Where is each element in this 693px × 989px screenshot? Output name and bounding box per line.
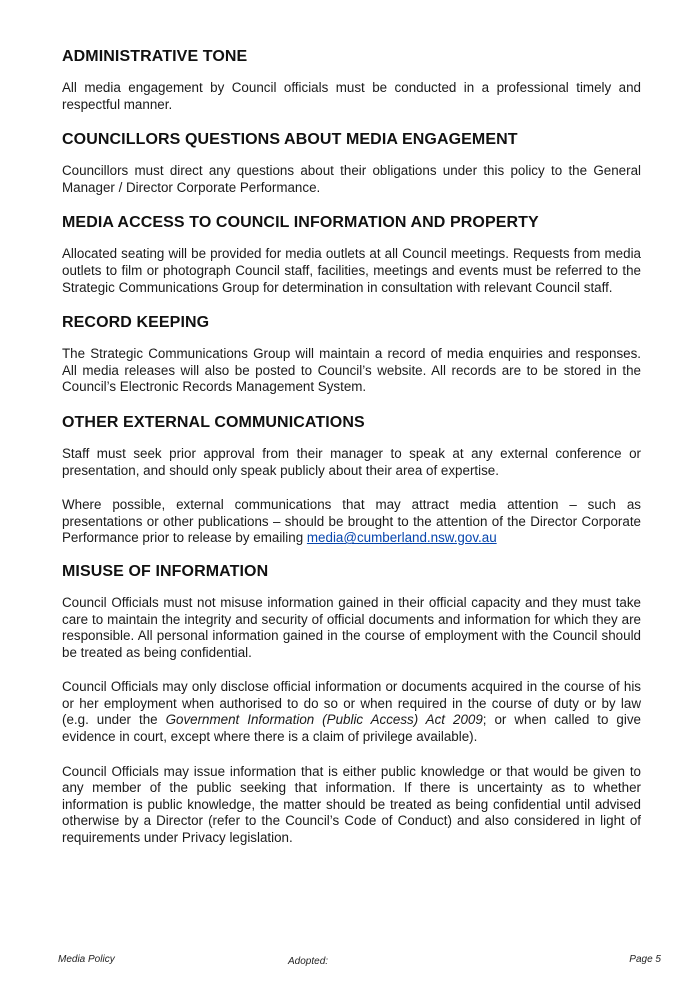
- paragraph: [62, 679, 641, 745]
- email-link[interactable]: media@cumberland.nsw.gov.au: [306, 530, 497, 546]
- document-body: [62, 46, 641, 847]
- section-heading: RECORD KEEPING: [62, 314, 210, 332]
- footer-document-title: Media Policy: [58, 954, 115, 965]
- paragraph: The Strategic Communications Group will maintain a record of media enquiries and responses. All media releases will also be posted to Council’s website. All records are to be stored in the Council’s Electronic Records Management System.: [62, 346, 641, 395]
- paragraph-text: Where possible, external communications that may attract media attention – such as presentations or other publications – should be brought to the attention of the Director Corporate Performance prior to release by emailing: [62, 497, 641, 546]
- page-footer: [58, 954, 661, 968]
- section-media-access: [62, 212, 641, 296]
- footer-adopted: Adopted:: [288, 956, 329, 967]
- section-heading: OTHER EXTERNAL COMMUNICATIONS: [62, 413, 365, 431]
- section-misuse-of-information: [62, 561, 641, 847]
- paragraph: [62, 497, 641, 547]
- section-heading: ADMINISTRATIVE TONE: [62, 48, 248, 65]
- paragraph-text: Council Officials may only disclose official information or documents acquired in the course of his or her employment when authorised to do so or when required in the course of duty or by law (e.g. under the: [62, 679, 641, 728]
- paragraph: Council Officials may issue information that is either public knowledge or that would be given to any member of the public seeking that information. If there is uncertainty as to whether information is public knowledge, the matter should be treated as being confidential until advised otherwise by a Director (refer to the Council’s Code of Conduct) and also considered in light of requirements under Privacy legislation.: [62, 763, 641, 846]
- section-administrative-tone: [62, 46, 641, 113]
- section-heading: MISUSE OF INFORMATION: [62, 562, 269, 580]
- paragraph-text: ; or when called to give evidence in court, except where there is a claim of privilege available).: [62, 712, 642, 745]
- paragraph: Allocated seating will be provided for media outlets at all Council meetings. Requests from media outlets to film or photograph Council staff, facilities, meetings and events must be referred to the Strategic Communications Group for determination in consultation with relevant Council staff.: [62, 246, 641, 295]
- footer-page-number: Page 5: [629, 954, 661, 965]
- section-heading: MEDIA ACCESS TO COUNCIL INFORMATION AND PROPERTY: [62, 214, 539, 232]
- paragraph: Council Officials must not misuse information gained in their official capacity and they must take care to maintain the integrity and security of official documents and information for which they are responsible. All personal information gained in the course of employment with the Council should be treated as being confidential.: [62, 594, 641, 660]
- section-heading: COUNCILLORS QUESTIONS ABOUT MEDIA ENGAGEMENT: [62, 131, 518, 149]
- paragraph: Staff must seek prior approval from their manager to speak at any external conference or presentation, and should only speak publicly about their area of expertise.: [62, 445, 641, 478]
- section-councillors-questions: [62, 129, 641, 196]
- section-record-keeping: [62, 312, 641, 396]
- paragraph: Councillors must direct any questions about their obligations under this policy to the General Manager / Director Corporate Performance.: [62, 163, 641, 195]
- section-other-external-communications: [62, 412, 641, 547]
- paragraph: All media engagement by Council officials must be conducted in a professional timely and respectful manner.: [62, 80, 641, 112]
- act-name: Government Information (Public Access) Act 2009: [165, 712, 483, 728]
